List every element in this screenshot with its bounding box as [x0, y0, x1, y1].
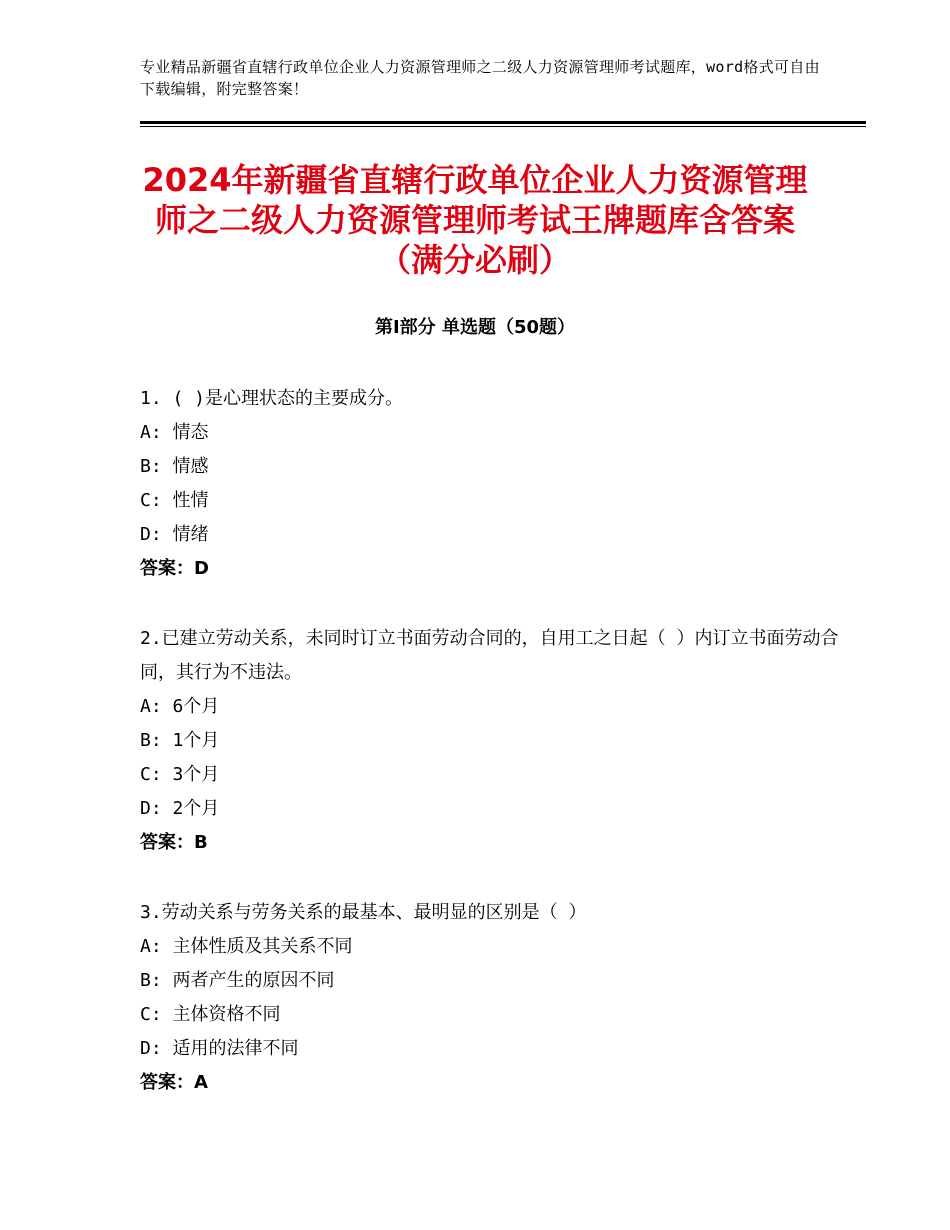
question-3	[140, 896, 840, 1100]
question-stem: 2.已建立劳动关系，未同时订立书面劳动合同的，自用工之日起（ ）内订立书面劳动合同，其行为不违法。	[140, 628, 839, 683]
header-rule-thick	[140, 121, 866, 124]
option-c: C: 性情	[140, 490, 209, 511]
question-list	[140, 382, 840, 1136]
question-stem: 3.劳动关系与劳务关系的最基本、最明显的区别是（ ）	[140, 902, 587, 923]
option-d: D: 情绪	[140, 524, 209, 545]
option-b: B: 情感	[140, 456, 209, 477]
option-a: A: 6个月	[140, 696, 220, 717]
document-title: 2024年新疆省直辖行政单位企业人力资源管理师之二级人力资源管理师考试王牌题库含答案（满分必刷）	[142, 161, 808, 279]
answer: 答案：D	[140, 558, 209, 579]
answer: 答案：B	[140, 832, 208, 853]
option-d: D: 适用的法律不同	[140, 1038, 299, 1059]
option-d: D: 2个月	[140, 798, 220, 819]
option-b: B: 两者产生的原因不同	[140, 970, 335, 991]
answer: 答案：A	[140, 1072, 208, 1093]
section-title: 第Ⅰ部分 单选题（50题）	[374, 317, 575, 338]
option-b: B: 1个月	[140, 730, 220, 751]
question-2	[140, 622, 840, 860]
header-rule-thin	[140, 126, 866, 127]
header-note: 专业精品新疆省直辖行政单位企业人力资源管理师之二级人力资源管理师考试题库，word格式可自由下载编辑，附完整答案！	[140, 58, 820, 98]
question-stem: 1. ( )是心理状态的主要成分。	[140, 388, 404, 409]
question-1	[140, 382, 840, 586]
option-a: A: 情态	[140, 422, 209, 443]
option-c: C: 3个月	[140, 764, 220, 785]
option-c: C: 主体资格不同	[140, 1004, 281, 1025]
option-a: A: 主体性质及其关系不同	[140, 936, 353, 957]
